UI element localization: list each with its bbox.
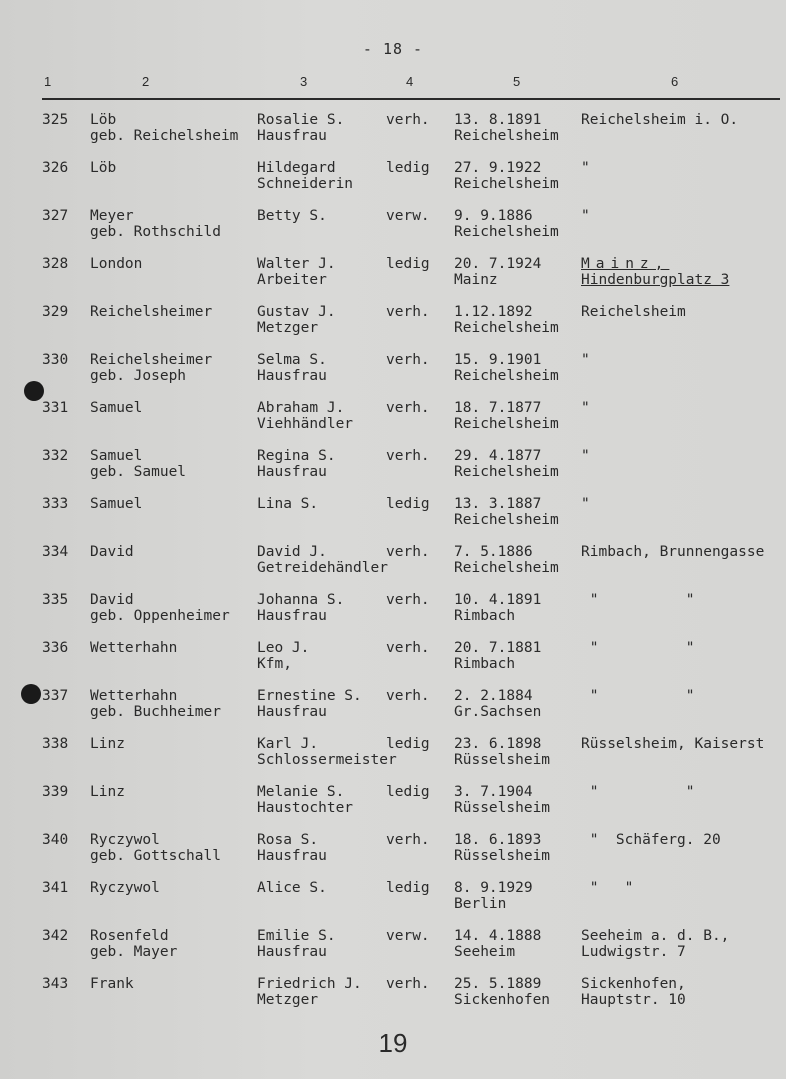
column-number-1: 1 <box>44 74 52 89</box>
residence: " <box>581 160 590 176</box>
marital-status: verh. <box>386 592 430 608</box>
entry-number: 325 <box>42 112 69 128</box>
surname: Samuel <box>90 496 143 512</box>
entry-number: 331 <box>42 400 69 416</box>
residence: " <box>581 496 590 512</box>
birth-date: 25. 5.1889 <box>454 976 542 992</box>
birth-name: geb. Mayer <box>90 944 178 960</box>
residence: " " <box>581 784 695 800</box>
residence: " <box>581 352 590 368</box>
birth-date: 2. 2.1884 <box>454 688 533 704</box>
occupation: Metzger <box>257 320 319 336</box>
birth-date: 27. 9.1922 <box>454 160 542 176</box>
birth-name: geb. Reichelsheim <box>90 128 239 144</box>
marital-status: verh. <box>386 976 430 992</box>
given-name: Rosalie S. <box>257 112 345 128</box>
entry-number: 336 <box>42 640 69 656</box>
handwritten-page-number: 19 <box>378 1028 408 1058</box>
entry-row <box>0 832 786 880</box>
birth-date: 8. 9.1929 <box>454 880 533 896</box>
occupation: Viehhändler <box>257 416 354 432</box>
entry-row <box>0 688 786 736</box>
given-name: Lina S. <box>257 496 319 512</box>
entry-number: 334 <box>42 544 69 560</box>
residence: Seeheim a. d. B., <box>581 928 730 944</box>
entry-row <box>0 736 786 784</box>
surname: Frank <box>90 976 134 992</box>
given-name: Selma S. <box>257 352 327 368</box>
entry-number: 326 <box>42 160 69 176</box>
occupation: Schneiderin <box>257 176 354 192</box>
birthplace: Reichelsheim <box>454 512 559 528</box>
column-number-3: 3 <box>300 74 308 89</box>
occupation: Hausfrau <box>257 464 327 480</box>
birth-date: 13. 3.1887 <box>454 496 542 512</box>
occupation: Haustochter <box>257 800 354 816</box>
surname: Samuel <box>90 400 143 416</box>
birth-name: geb. Samuel <box>90 464 187 480</box>
surname: Reichelsheimer <box>90 304 213 320</box>
surname: David <box>90 544 134 560</box>
marital-status: verh. <box>386 832 430 848</box>
birthplace: Reichelsheim <box>454 560 559 576</box>
given-name: Melanie S. <box>257 784 345 800</box>
residence: Reichelsheim i. O. <box>581 112 739 128</box>
entry-list <box>0 112 786 1024</box>
marital-status: verh. <box>386 304 430 320</box>
occupation: Hausfrau <box>257 368 327 384</box>
marital-status: ledig <box>386 160 430 176</box>
marital-status: ledig <box>386 256 430 272</box>
given-name: Rosa S. <box>257 832 319 848</box>
surname: Linz <box>90 784 125 800</box>
surname: Samuel <box>90 448 143 464</box>
entry-row <box>0 448 786 496</box>
marital-status: verw. <box>386 928 430 944</box>
residence: " " <box>581 880 634 896</box>
entry-number: 333 <box>42 496 69 512</box>
birthplace: Reichelsheim <box>454 464 559 480</box>
marital-status: verw. <box>386 208 430 224</box>
birth-name: geb. Joseph <box>90 368 187 384</box>
entry-number: 329 <box>42 304 69 320</box>
entry-number: 330 <box>42 352 69 368</box>
given-name: Friedrich J. <box>257 976 362 992</box>
entry-number: 338 <box>42 736 69 752</box>
given-name: Hildegard <box>257 160 336 176</box>
entry-row <box>0 544 786 592</box>
column-number-4: 4 <box>406 74 414 89</box>
column-number-2: 2 <box>142 74 150 89</box>
residence: Mainz, <box>581 256 670 272</box>
marital-status: verh. <box>386 640 430 656</box>
entry-number: 340 <box>42 832 69 848</box>
birthplace: Gr.Sachsen <box>454 704 542 720</box>
entry-number: 332 <box>42 448 69 464</box>
birth-date: 20. 7.1924 <box>454 256 542 272</box>
birth-date: 9. 9.1886 <box>454 208 533 224</box>
given-name: Emilie S. <box>257 928 336 944</box>
entry-row <box>0 784 786 832</box>
birth-date: 29. 4.1877 <box>454 448 542 464</box>
entry-row <box>0 160 786 208</box>
residence: Sickenhofen, <box>581 976 686 992</box>
residence-address: Hauptstr. 10 <box>581 992 686 1008</box>
birth-date: 14. 4.1888 <box>454 928 542 944</box>
residence: " " <box>581 592 695 608</box>
entry-row <box>0 256 786 304</box>
birthplace: Reichelsheim <box>454 224 559 240</box>
given-name: David J. <box>257 544 327 560</box>
entry-row <box>0 304 786 352</box>
birthplace: Rimbach <box>454 608 516 624</box>
surname: Wetterhahn <box>90 688 178 704</box>
given-name: Betty S. <box>257 208 327 224</box>
residence-address: Hindenburgplatz 3 <box>581 272 730 288</box>
birth-date: 1.12.1892 <box>454 304 533 320</box>
birthplace: Rimbach <box>454 656 516 672</box>
birthplace: Reichelsheim <box>454 368 559 384</box>
entry-number: 335 <box>42 592 69 608</box>
occupation: Kfm, <box>257 656 292 672</box>
entry-row <box>0 976 786 1024</box>
entry-number: 343 <box>42 976 69 992</box>
entry-number: 337 <box>42 688 69 704</box>
birth-date: 10. 4.1891 <box>454 592 542 608</box>
given-name: Gustav J. <box>257 304 336 320</box>
birth-name: geb. Rothschild <box>90 224 221 240</box>
birthplace: Reichelsheim <box>454 416 559 432</box>
marital-status: verh. <box>386 544 430 560</box>
entry-number: 339 <box>42 784 69 800</box>
entry-row <box>0 928 786 976</box>
marital-status: verh. <box>386 400 430 416</box>
birthplace: Rüsselsheim <box>454 752 551 768</box>
birthplace: Sickenhofen <box>454 992 551 1008</box>
given-name: Ernestine S. <box>257 688 362 704</box>
surname: Löb <box>90 160 117 176</box>
surname: Ryczywol <box>90 880 160 896</box>
surname: Wetterhahn <box>90 640 178 656</box>
birth-date: 18. 6.1893 <box>454 832 542 848</box>
birth-name: geb. Oppenheimer <box>90 608 230 624</box>
surname: Reichelsheimer <box>90 352 213 368</box>
residence: " <box>581 400 590 416</box>
surname: Meyer <box>90 208 134 224</box>
birth-date: 3. 7.1904 <box>454 784 533 800</box>
column-number-5: 5 <box>513 74 521 89</box>
birthplace: Mainz <box>454 272 498 288</box>
entry-number: 342 <box>42 928 69 944</box>
occupation: Hausfrau <box>257 944 327 960</box>
surname: Linz <box>90 736 125 752</box>
entry-number: 341 <box>42 880 69 896</box>
header-rule <box>42 98 780 100</box>
birthplace: Seeheim <box>454 944 516 960</box>
birth-date: 15. 9.1901 <box>454 352 542 368</box>
surname: Löb <box>90 112 117 128</box>
occupation: Hausfrau <box>257 128 327 144</box>
residence: " <box>581 208 590 224</box>
occupation: Getreidehändler <box>257 560 388 576</box>
entry-row <box>0 208 786 256</box>
entry-number: 327 <box>42 208 69 224</box>
entry-row <box>0 640 786 688</box>
punch-hole <box>21 684 41 704</box>
entry-row <box>0 112 786 160</box>
marital-status: ledig <box>386 736 430 752</box>
given-name: Karl J. <box>257 736 319 752</box>
occupation: Hausfrau <box>257 704 327 720</box>
residence: Reichelsheim <box>581 304 686 320</box>
birth-date: 18. 7.1877 <box>454 400 542 416</box>
given-name: Leo J. <box>257 640 310 656</box>
birth-date: 23. 6.1898 <box>454 736 542 752</box>
birthplace: Berlin <box>454 896 507 912</box>
entry-row <box>0 496 786 544</box>
birthplace: Rüsselsheim <box>454 848 551 864</box>
residence: Rüsselsheim, Kaiserst <box>581 736 765 752</box>
page-number: - 18 - <box>362 40 424 58</box>
residence: " Schäferg. 20 <box>581 832 721 848</box>
entry-row <box>0 352 786 400</box>
occupation: Schlossermeister <box>257 752 397 768</box>
marital-status: verh. <box>386 448 430 464</box>
occupation: Hausfrau <box>257 848 327 864</box>
given-name: Walter J. <box>257 256 336 272</box>
entry-row <box>0 592 786 640</box>
birth-date: 13. 8.1891 <box>454 112 542 128</box>
birthplace: Reichelsheim <box>454 176 559 192</box>
marital-status: verh. <box>386 352 430 368</box>
surname: Rosenfeld <box>90 928 169 944</box>
occupation: Hausfrau <box>257 608 327 624</box>
marital-status: ledig <box>386 496 430 512</box>
birth-name: geb. Buchheimer <box>90 704 221 720</box>
column-number-6: 6 <box>671 74 679 89</box>
given-name: Regina S. <box>257 448 336 464</box>
punch-hole <box>24 381 44 401</box>
occupation: Arbeiter <box>257 272 327 288</box>
residence: " <box>581 448 590 464</box>
entry-number: 328 <box>42 256 69 272</box>
birthplace: Rüsselsheim <box>454 800 551 816</box>
entry-row <box>0 880 786 928</box>
entry-row <box>0 400 786 448</box>
marital-status: ledig <box>386 880 430 896</box>
residence: Rimbach, Brunnengasse <box>581 544 765 560</box>
surname: London <box>90 256 143 272</box>
marital-status: ledig <box>386 784 430 800</box>
surname: David <box>90 592 134 608</box>
residence: " " <box>581 688 695 704</box>
birth-date: 7. 5.1886 <box>454 544 533 560</box>
marital-status: verh. <box>386 112 430 128</box>
birthplace: Reichelsheim <box>454 128 559 144</box>
given-name: Johanna S. <box>257 592 345 608</box>
given-name: Alice S. <box>257 880 327 896</box>
birth-date: 20. 7.1881 <box>454 640 542 656</box>
given-name: Abraham J. <box>257 400 345 416</box>
residence: " " <box>581 640 695 656</box>
birthplace: Reichelsheim <box>454 320 559 336</box>
residence-address: Ludwigstr. 7 <box>581 944 686 960</box>
column-numbers <box>0 74 786 94</box>
surname: Ryczywol <box>90 832 160 848</box>
marital-status: verh. <box>386 688 430 704</box>
occupation: Metzger <box>257 992 319 1008</box>
birth-name: geb. Gottschall <box>90 848 221 864</box>
